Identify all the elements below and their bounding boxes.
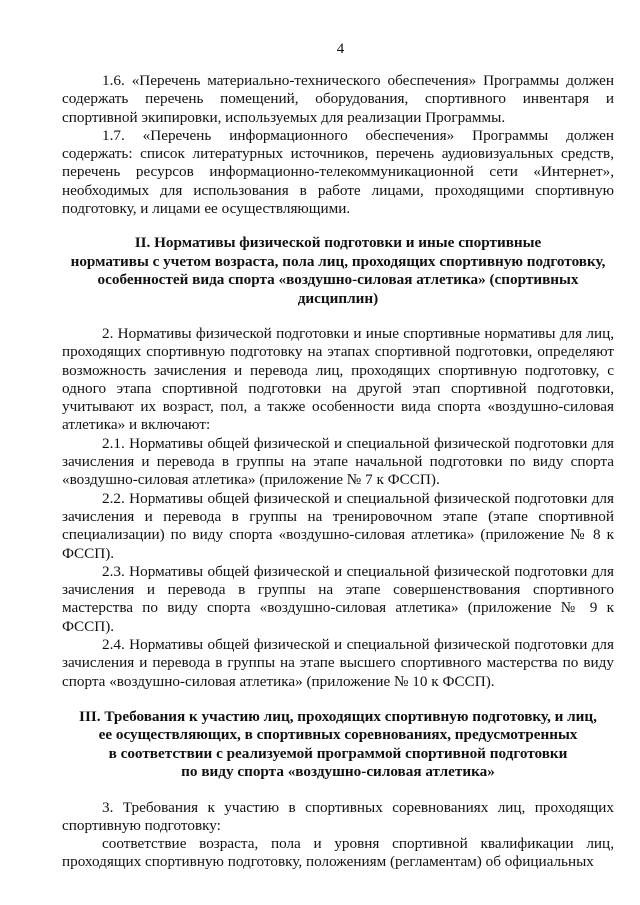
section-3-heading-line: по виду спорта «воздушно-силовая атлетика»: [181, 763, 495, 781]
section-3-heading-line: III. Требования к участию лиц, проходящих спортивную подготовку, и лиц,: [79, 707, 597, 725]
paragraph-3: 3. Требования к участию в спортивных соревнованиях лиц, проходящих спортивную подготовку:: [62, 798, 614, 834]
section-2-heading-line: особенностей вида спорта «воздушно-силовая атлетика» (спортивных: [97, 271, 579, 289]
section-2-heading-line: II. Нормативы физической подготовки и иные спортивные: [134, 234, 542, 252]
paragraph-2-1: 2.1. Нормативы общей физической и специальной физической подготовки для зачисления и перевода в группы на этапе начальной подготовки по виду спорта «воздушно-силовая атлетика» (приложение № 7 к ФССП).: [62, 434, 614, 489]
document-page: [62, 40, 614, 872]
section-3-heading-line: в соответствии с реализуемой программой спортивной подготовки: [108, 744, 568, 762]
paragraph-1-7: 1.7. «Перечень информационного обеспечения» Программы должен содержать: список литературных источников, перечень аудиовизуальных средств, перечень ресурсов информационно-телекоммуникационной сети «Интернет», необходимых для использования в работе лицами, проходящими спортивную подготовку, и лицами ее осуществляющими.: [62, 126, 614, 218]
paragraph-1-6: 1.6. «Перечень материально-технического обеспечения» Программы должен содержать перечень помещений, оборудования, спортивного инвентаря и спортивной экипировки, используемых для реализации Программы.: [62, 72, 614, 126]
paragraph-2-2: 2.2. Нормативы общей физической и специальной физической подготовки для зачисления и перевода в группы на тренировочном этапе (этапе спортивной специализации) по виду спорта «воздушно-силовая атлетика» (приложение № 8 к ФССП).: [62, 489, 614, 562]
section-3-heading-line: ее осуществляющих, в спортивных соревнованиях, предусмотренных: [98, 726, 578, 744]
paragraph-2-3: 2.3. Нормативы общей физической и специальной физической подготовки для зачисления и перевода в группы на этапе совершенствования спортивного мастерства по виду спорта «воздушно-силовая атлетика» (приложение № 9 к ФССП).: [62, 562, 614, 635]
section-2-heading: [62, 234, 614, 308]
section-2-heading-line: нормативы с учетом возраста, пола лиц, проходящих спортивную подготовку,: [70, 252, 606, 270]
paragraph-3-a: соответствие возраста, пола и уровня спортивной квалификации лиц, проходящих спортивную подготовку, положениям (регламентам) об официальных: [62, 835, 614, 871]
section-2-heading-line: дисциплин): [297, 289, 379, 307]
paragraph-2-4: 2.4. Нормативы общей физической и специальной физической подготовки для зачисления и перевода в группы на этапе высшего спортивного мастерства по виду спорта «воздушно-силовая атлетика» (приложение № 10 к ФССП).: [62, 636, 614, 690]
paragraph-2: 2. Нормативы физической подготовки и иные спортивные нормативы для лиц, проходящих спортивную подготовку на этапах спортивной подготовки, определяют возможность зачисления и перевода лиц, проходящих спортивную подготовку, с одного этапа спортивной подготовки на другой этап спортивной подготовки, учитывают их возраст, пол, а также особенности вида спорта «воздушно-силовая атлетика» и включают:: [62, 325, 614, 434]
page-number: 4: [336, 41, 345, 57]
section-3-heading: [62, 708, 614, 782]
